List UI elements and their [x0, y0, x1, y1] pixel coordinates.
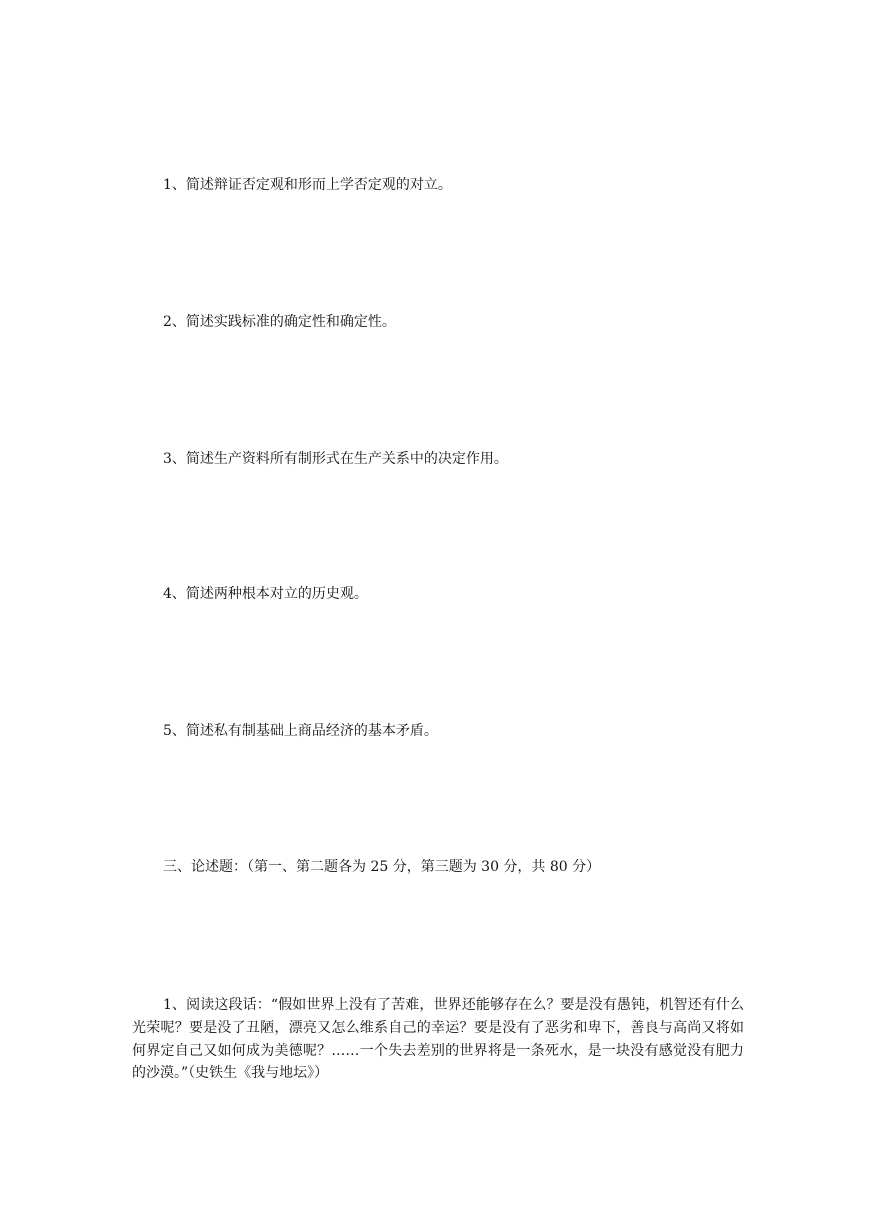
short-answer-question-3: 3、简述生产资料所有制形式在生产关系中的决定作用。 — [163, 451, 508, 467]
short-answer-question-5: 5、简述私有制基础上商品经济的基本矛盾。 — [163, 723, 438, 739]
short-answer-question-2: 2、简述实践标准的确定性和确定性。 — [163, 314, 396, 330]
essay-question-1: 1、阅读这段话：“假如世界上没有了苦难，世界还能够存在么？要是没有愚钝，机智还有什么光荣呢？要是没了丑陋，漂亮又怎么维系自己的幸运？要是没有了恶劣和卑下，善良与高尚又将如何界定自己又如何成为美德呢？……一个失去差别的世界将是一条死水，是一块没有感觉没有肥力的沙漠。”（史铁生《我与地坛》） — [132, 997, 744, 1082]
short-answer-question-4: 4、简述两种根本对立的历史观。 — [163, 586, 368, 602]
short-answer-question-1: 1、简述辩证否定观和形而上学否定观的对立。 — [163, 177, 452, 193]
essay-section-heading: 三、论述题：（第一、第二题各为 25 分，第三题为 30 分，共 80 分） — [163, 859, 601, 875]
